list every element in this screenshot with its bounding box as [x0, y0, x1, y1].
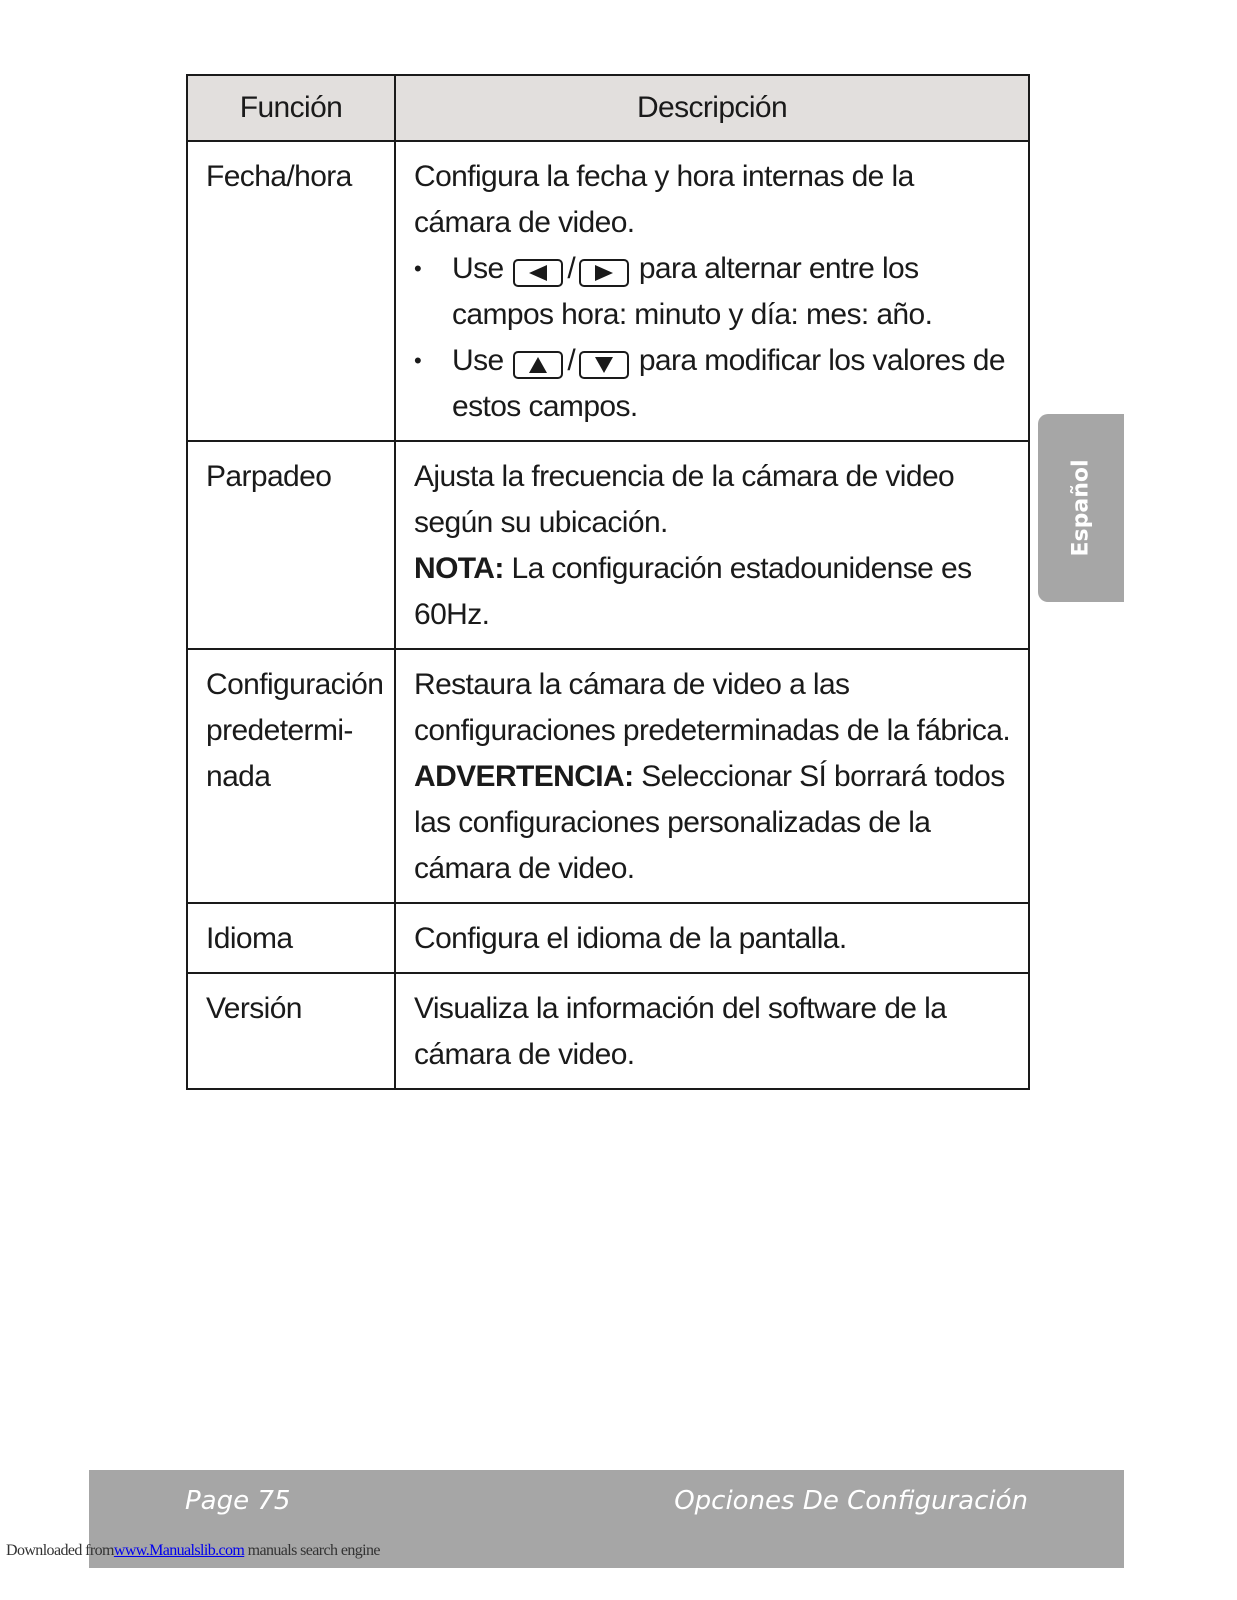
table-row [187, 649, 1029, 903]
manualslib-link[interactable]: www.Manualslib.com [113, 1542, 245, 1559]
language-tab [1038, 414, 1124, 602]
description-cell: Visualiza la información del software de la cámara de video. [395, 973, 1029, 1089]
description-cell [395, 649, 1029, 903]
download-suffix: manuals search engine [244, 1542, 380, 1559]
function-line: Configuración [206, 668, 384, 701]
description-text: Configura la fecha y hora internas de la cámara de video. [414, 160, 914, 239]
down-arrow-key-icon [579, 351, 629, 379]
warning-text: Seleccionar SÍ borrará todos las configuraciones personalizadas de la cámara de video. [414, 760, 1005, 885]
warning-line [414, 754, 1012, 892]
function-cell [187, 649, 395, 903]
note-text: La configuración estadounidense es 60Hz. [414, 552, 972, 631]
function-cell: Parpadeo [187, 441, 395, 649]
page-number: Page 75 [185, 1486, 291, 1516]
bullet-item [414, 338, 1012, 430]
warning-label: ADVERTENCIA: [414, 760, 634, 793]
header-description: Descripción [395, 75, 1029, 141]
key-separator: / [567, 344, 576, 377]
table-row [187, 973, 1029, 1089]
function-cell: Versión [187, 973, 395, 1089]
function-table [186, 74, 1030, 1090]
function-cell: Idioma [187, 903, 395, 973]
function-line: predetermi- [206, 714, 353, 747]
table-row [187, 141, 1029, 441]
right-arrow-key-icon [579, 259, 629, 287]
download-prefix: Downloaded from [6, 1542, 114, 1559]
description-text: Ajusta la frecuencia de la cámara de video según su ubicación. [414, 460, 955, 539]
bullet-text: para alternar entre los campos hora: minuto y día: mes: año. [452, 252, 933, 331]
bullet-text: para modificar los valores de estos campos. [452, 344, 1005, 423]
header-function: Función [187, 75, 395, 141]
bullet-item [414, 246, 1012, 338]
left-arrow-key-icon [513, 259, 563, 287]
function-cell: Fecha/hora [187, 141, 395, 441]
download-note [6, 1542, 380, 1560]
bullet-prefix: Use [452, 252, 504, 285]
up-arrow-key-icon [513, 351, 563, 379]
description-cell [395, 141, 1029, 441]
language-tab-label: Español [1068, 459, 1094, 557]
table-row [187, 903, 1029, 973]
bullet-dot: • [414, 348, 422, 373]
key-separator: / [567, 252, 576, 285]
table-row [187, 441, 1029, 649]
section-title: Opciones De Configuración [674, 1486, 1028, 1516]
description-cell: Configura el idioma de la pantalla. [395, 903, 1029, 973]
description-text: Restaura la cámara de video a las configuraciones predeterminadas de la fábrica. [414, 668, 1011, 747]
note-label: NOTA: [414, 552, 504, 585]
bullet-prefix: Use [452, 344, 504, 377]
function-line: nada [206, 760, 271, 793]
note-line [414, 546, 1012, 638]
table-header-row [187, 75, 1029, 141]
description-cell [395, 441, 1029, 649]
bullet-dot: • [414, 256, 422, 281]
